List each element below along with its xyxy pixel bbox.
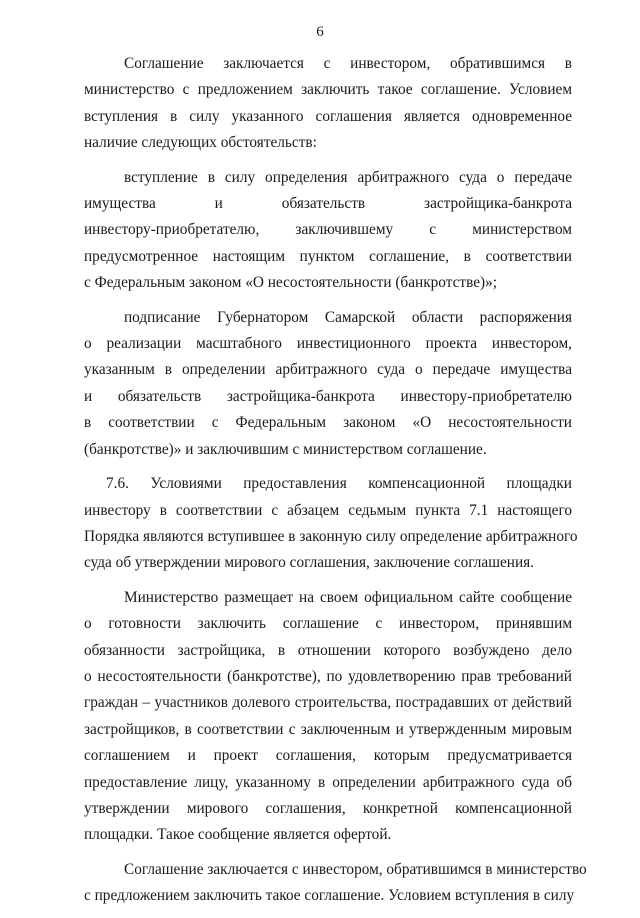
text-line: вступления в силу указанного соглашения является одновременное bbox=[84, 107, 572, 125]
text-line: предоставление лицу, указанному в определении арбитражного суда об bbox=[84, 773, 572, 791]
text-line: о несостоятельности (банкротстве), по удовлетворению прав требований bbox=[84, 667, 572, 685]
text-line: предусмотренное настоящим пунктом соглашение, в соответствии bbox=[84, 247, 572, 265]
text-line: утверждении мирового соглашения, конкретной компенсационной bbox=[84, 799, 572, 817]
text-line: застройщиков, в соответствии с заключенным и утвержденным мировым bbox=[84, 720, 572, 738]
text-line: о готовности заключить соглашение с инвестором, принявшим bbox=[84, 615, 572, 633]
text-line: инвестору в соответствии с абзацем седьмым пункта 7.1 настоящего bbox=[84, 501, 572, 519]
text-line: инвестору-приобретателю, заключившему с министерством bbox=[84, 221, 572, 239]
text-line: обязанности застройщика, в отношении которого возбуждено дело bbox=[84, 641, 572, 659]
paragraph-agreement-conditions bbox=[84, 51, 572, 157]
paragraph-court-ruling bbox=[84, 165, 572, 297]
text-line: Соглашение заключается с инвестором, обратившимся в bbox=[124, 55, 572, 72]
text-line: подписание Губернатором Самарской области распоряжения bbox=[124, 308, 572, 326]
text-line: с Федеральным законом «О несостоятельности (банкротстве)»; bbox=[84, 274, 497, 292]
text-line: в соответствии с Федеральным законом «О несостоятельности bbox=[84, 414, 572, 432]
text-line: соглашением и проект соглашения, которым предусматривается bbox=[84, 747, 572, 765]
paragraph-agreement-repeat bbox=[84, 857, 587, 910]
text-line: (банкротстве)» и заключившим с министерством соглашение. bbox=[84, 440, 487, 458]
text-line: указанным в определении арбитражного суда о передаче имущества bbox=[84, 361, 572, 379]
text-line: Соглашение заключается с инвестором, обратившимся в министерство bbox=[124, 860, 587, 878]
document-body bbox=[84, 51, 587, 918]
text-line: наличие следующих обстоятельств: bbox=[84, 134, 317, 152]
text-line: 7.6. Условиями предоставления компенсационной площадки bbox=[106, 475, 572, 493]
text-line: министерство с предложением заключить такое соглашение. Условием bbox=[84, 81, 572, 99]
page-number: 6 bbox=[316, 24, 324, 40]
text-line: Порядка являются вступившее в законную силу определение арбитражного bbox=[84, 527, 578, 545]
paragraph-section-7-6 bbox=[84, 471, 578, 577]
text-line: площадки. Такое сообщение является офертой. bbox=[84, 826, 392, 844]
text-line: граждан – участников долевого строительства, пострадавших от действий bbox=[84, 694, 572, 712]
paragraph-governor-order bbox=[84, 305, 572, 463]
text-line: Министерство размещает на своем официальном сайте сообщение bbox=[124, 588, 572, 606]
text-line: с предложением заключить такое соглашение. Условием вступления в силу bbox=[84, 887, 575, 905]
text-line: о реализации масштабного инвестиционного проекта инвестором, bbox=[84, 335, 572, 353]
paragraph-ministry-offer bbox=[84, 585, 572, 849]
text-line: имущества и обязательств застройщика-банкрота bbox=[84, 195, 572, 213]
text-line: суда об утверждении мирового соглашения, заключение соглашения. bbox=[84, 554, 535, 572]
text-line: и обязательств застройщика-банкрота инвестору-приобретателю bbox=[84, 387, 572, 405]
text-line: вступление в силу определения арбитражного суда о передаче bbox=[124, 168, 572, 186]
